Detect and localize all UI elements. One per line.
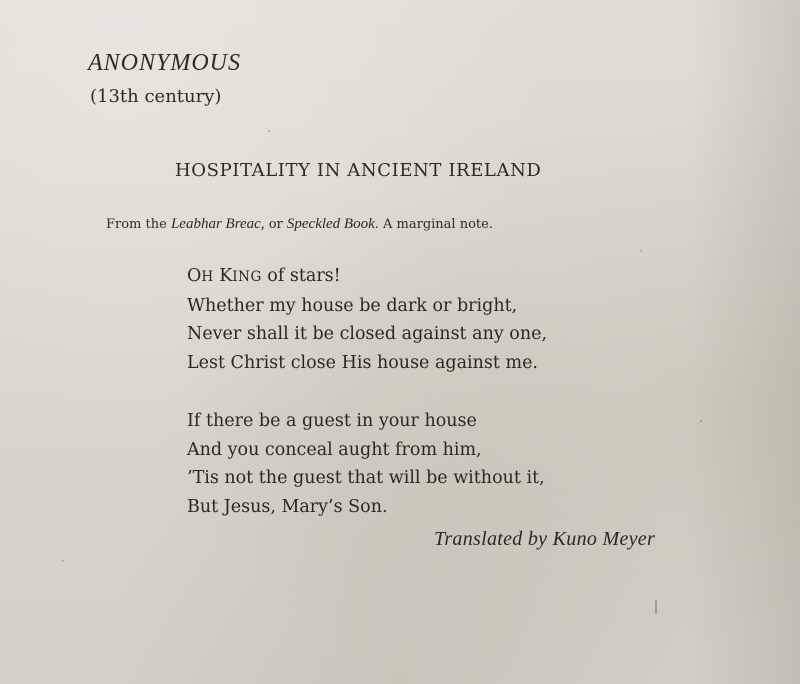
poem-line: ’Tis not the guest that will be without it, [187,468,545,488]
poem-first-line [187,262,547,292]
first-line-small-1: H [201,269,214,285]
author-name: ANONYMOUS [88,50,242,76]
first-line-cap-1: O [187,266,202,286]
poem-title: HOSPITALITY IN ANCIENT IRELAND [175,160,542,181]
stanza-1 [187,262,547,377]
author-century: (13th century) [90,86,222,107]
page-shadow [690,0,800,684]
source-note [106,216,493,233]
poem-line: Whether my house be dark or bright, [187,295,518,316]
source-book-title: Leabhar Breac, [170,216,265,232]
poem-line: Lest Christ close His house against me. [187,352,538,373]
paper-speck [268,130,270,132]
paper-speck [700,420,702,422]
first-line-cap-2: K [219,266,233,286]
translator-credit: Translated by Kuno Meyer [434,528,656,550]
poem-line: But Jesus, Mary’s Son. [187,496,388,517]
poem-line: Never shall it be closed against any one, [187,324,548,344]
poem-line: And you conceal aught from him, [187,439,482,460]
poem-line: If there be a guest in your house [187,411,477,431]
first-line-rest: of stars! [261,266,341,286]
paper-speck [655,600,657,614]
first-line-small-2: ING [232,269,262,285]
paper-speck [62,560,64,562]
source-mid: or [264,217,287,232]
source-prefix: From the [106,217,171,232]
paper-speck [640,250,642,252]
stanza-2 [187,407,545,521]
source-book-english: Speckled Book [286,216,375,232]
source-suffix: . A marginal note. [374,217,493,232]
